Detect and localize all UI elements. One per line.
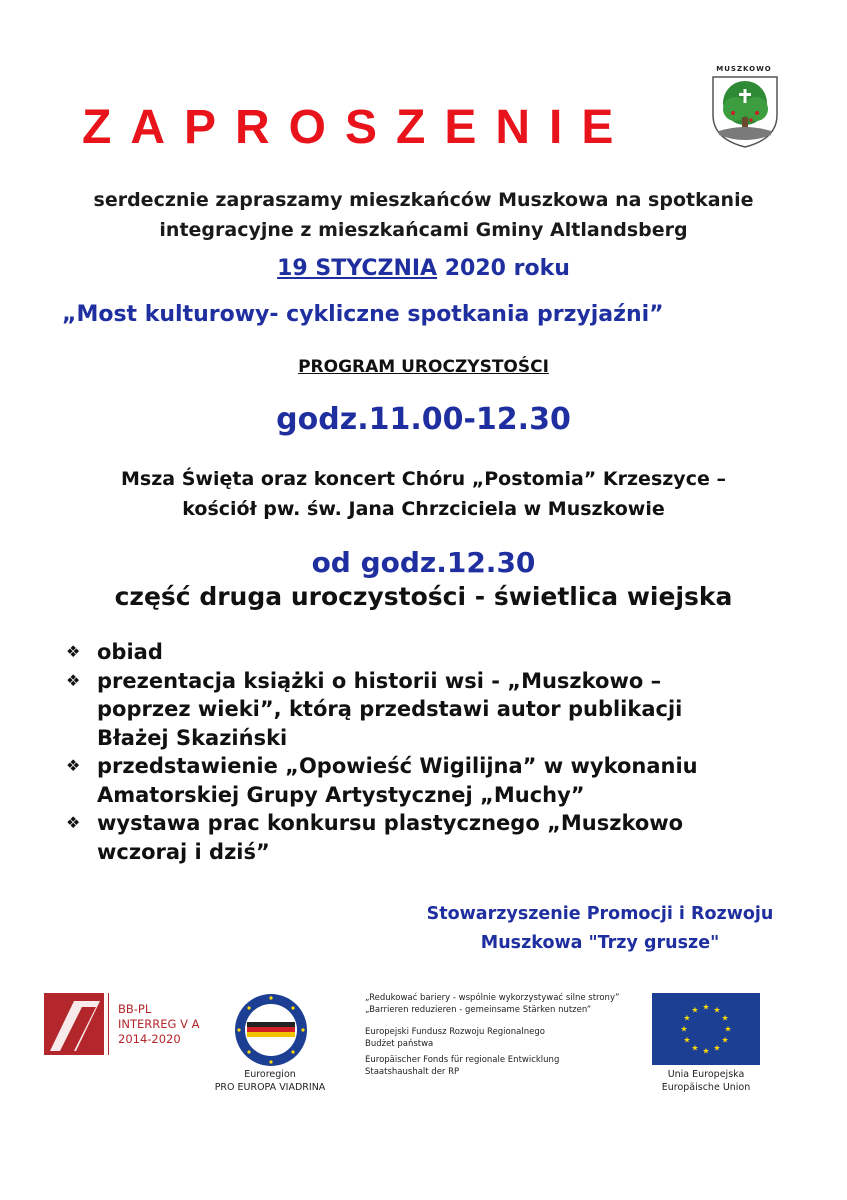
eu-star-icon: ★ xyxy=(721,1013,729,1023)
diamond-dots-icon: ❖ xyxy=(66,756,81,775)
interreg-logo-icon xyxy=(44,993,104,1055)
list-item: ❖ prezentacja książki o historii wsi - „Muszkowo – poprzez wieki”, którą przedstawi autor publikacji Błażej Skaziński xyxy=(66,668,683,750)
eu-star-icon: ★ xyxy=(702,1046,710,1056)
event-motto: „Most kulturowy- cykliczne spotkania przyjaźni” xyxy=(62,302,664,327)
eu-star-icon: ★ xyxy=(691,1005,699,1015)
program-heading: PROGRAM UROCZYSTOŚCI xyxy=(298,357,549,377)
eu-caption: Unia Europejska Europäische Union xyxy=(661,1069,751,1093)
eu-star-icon: ★ xyxy=(680,1024,688,1034)
crest-tree-icon xyxy=(705,65,785,150)
eu-star-icon: ★ xyxy=(713,1043,721,1053)
eu-star-icon: ★ xyxy=(683,1035,691,1045)
organizer xyxy=(365,900,835,958)
part-two-heading: część druga uroczystości - świetlica wiejska xyxy=(114,582,733,611)
interreg-divider xyxy=(108,993,109,1055)
event-date-rest: 2020 roku xyxy=(437,256,570,281)
organizer-line: Muszkowa "Trzy grusze" xyxy=(480,933,720,953)
program-time-1: godz.11.00-12.30 xyxy=(276,402,571,437)
eu-star-icon: ★ xyxy=(691,1043,699,1053)
pro-europa-viadrina-logo-icon xyxy=(233,992,309,1068)
eu-star-icon: ★ xyxy=(683,1013,691,1023)
eu-star-icon: ★ xyxy=(702,1002,710,1012)
viadrina-caption: Euroregion PRO EUROPA VIADRINA xyxy=(214,1069,326,1093)
mass-description xyxy=(0,464,847,524)
event-date-main: 19 STYCZNIA xyxy=(277,256,438,281)
diamond-dots-icon: ❖ xyxy=(66,642,81,661)
page-title: ZAPROSZENIE xyxy=(82,101,633,154)
mass-line: Msza Święta oraz koncert Chóru „Postomia” Krzeszyce – xyxy=(121,468,726,490)
eu-star-icon: ★ xyxy=(721,1035,729,1045)
eu-star-icon: ★ xyxy=(713,1005,721,1015)
diamond-dots-icon: ❖ xyxy=(66,670,81,690)
crest-label: MUSZKOWO xyxy=(716,65,772,73)
list-item: ❖ wystawa prac konkursu plastycznego „Muszkowo wczoraj i dziś” xyxy=(66,811,684,864)
intro-text xyxy=(0,185,847,245)
program-time-2: od godz.12.30 xyxy=(311,546,536,579)
fund-text: „Redukować bariery - wspólnie wykorzystywać silne strony” „Barrieren reduzieren - gemeinsame Stärken nutzen” Europejski Fundusz Rozwoju Regionalnego Budżet państwa Europäischer Fonds für regionale Entwicklung Staatshaushalt der RP xyxy=(365,993,620,1077)
list-item: ❖ obiad xyxy=(66,638,786,667)
organizer-line: Stowarzyszenie Promocji i Rozwoju xyxy=(426,904,774,924)
intro-line: integracyjne z mieszkańcami Gminy Altlandsberg xyxy=(159,219,688,241)
program-list xyxy=(66,638,786,866)
event-date xyxy=(0,256,847,281)
eu-star-icon: ★ xyxy=(724,1024,732,1034)
eu-flag-icon xyxy=(652,993,760,1065)
mass-line: kościół pw. św. Jana Chrzciciela w Muszkowie xyxy=(182,498,665,520)
interreg-text: BB-PL INTERREG V A 2014-2020 xyxy=(118,1002,200,1046)
intro-line: serdecznie zapraszamy mieszkańców Muszkowa na spotkanie xyxy=(93,189,754,211)
diamond-dots-icon: ❖ xyxy=(66,813,81,832)
list-item: ❖ przedstawienie „Opowieść Wigilijna” w wykonaniu Amatorskiej Grupy Artystycznej „Muchy” xyxy=(66,754,698,807)
muszkowo-crest xyxy=(705,65,785,150)
